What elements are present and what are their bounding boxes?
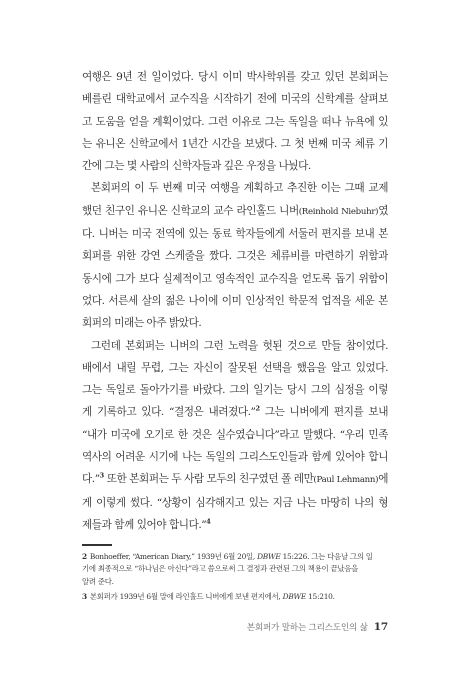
text-line: 역사의 어려운 시기에 나는 독일의 그리스도인들과 함께 있어야 합니	[82, 451, 388, 464]
footnote-number: 2	[82, 552, 87, 561]
text-line: 고 도움을 얻을 계획이었다. 그런 이유로 그는 독일을 떠나 뉴욕에 있	[82, 115, 388, 128]
text-span: 15:210.	[306, 592, 335, 602]
paragraph-3	[82, 335, 388, 537]
text-span: DBWE	[282, 592, 306, 602]
text-span: 제들과 함께 있어야 합니다.”	[82, 518, 207, 531]
text-line	[82, 514, 388, 536]
footnote-ref[interactable]: 3	[99, 471, 104, 480]
text-span: 그는 니버에게 편지를 보내	[259, 406, 388, 419]
text-line: 그는 독일로 돌아가기를 바랐다. 그의 일기는 당시 그의 심정을 이렇	[82, 384, 388, 397]
text-line: 회퍼를 위한 강연 스케줄을 짰다. 그것은 체류비를 마련하기 위함과	[82, 250, 388, 263]
text-line	[82, 468, 388, 491]
text-line: 동시에 그가 보다 실제적이고 영속적인 교수직을 얻도록 돕기 위함이	[82, 272, 388, 285]
paragraph-1	[82, 66, 388, 177]
text-span: 또한 본회퍼는 두 사람 모두의 친구였던 폴 레만	[103, 473, 314, 486]
text-line: 었다. 서른세 살의 젊은 나이에 이미 인상적인 학문적 업적을 세운 본	[82, 294, 388, 307]
body-text	[82, 66, 388, 536]
footnote-2	[82, 551, 388, 588]
text-span: DBWE	[257, 552, 281, 561]
text-line: 본회퍼의 이 두 번째 미국 여행을 계획하고 추진한 이는 그때 교제	[91, 182, 388, 195]
footnote-ref[interactable]: 2	[255, 404, 260, 413]
text-line: 여행은 9년 전 일이었다. 당시 이미 박사학위를 갖고 있던 본회퍼는	[82, 71, 388, 83]
text-line: 배에서 내릴 무렵, 그는 자신이 잘못된 선택을 했음을 알고 있었다.	[82, 361, 388, 374]
text-span: 였	[378, 204, 388, 217]
text-line	[82, 401, 388, 423]
text-line: 베를린 대학교에서 교수직을 시작하기 전에 미국의 신학계를 살펴보	[82, 93, 388, 106]
english-name: (Paul Lehmann)	[313, 475, 379, 486]
text-span: Bonhoeffer, “American Diary,” 1939년 6월 20일,	[89, 552, 258, 561]
text-span: 했던 친구인 유니온 신학교의 교수 라인홀드 니버	[82, 204, 299, 217]
text-span: 다.”	[82, 473, 100, 486]
footnote-line	[82, 591, 388, 603]
footnote-line: 기에 최종적으로 “하나님은 아신다”라고 씀으로써 그 결정과 관련된 그의 책용이 끝났음을	[82, 564, 359, 574]
text-line: 그런데 본회퍼는 니버의 그런 노력을 헛된 것으로 만들 참이었다.	[91, 339, 388, 352]
paragraph-2	[82, 177, 388, 334]
footnote-line: 알려 준다.	[82, 576, 114, 586]
text-line	[82, 200, 388, 223]
footnote-ref[interactable]: 4	[206, 517, 211, 526]
english-name: (Reinhold Niebuhr)	[298, 206, 379, 217]
text-line: 회퍼의 미래는 아주 밝았다.	[82, 317, 202, 330]
text-line: 게 이렇게 썼다. “상황이 심각해지고 있는 지금 나는 마땅히 나의 형	[82, 496, 388, 509]
footnote-number: 3	[82, 592, 87, 602]
text-line: 는 유니온 신학교에서 1년간 시간을 보냈다. 그 첫 번째 미국 체류 기	[82, 137, 388, 150]
text-span: 15:226. 그는 다음날 그의 일	[280, 552, 373, 561]
footnotes	[82, 551, 388, 607]
text-line: 다. 니버는 미국 전역에 있는 동료 학자들에게 서둘러 편지를 보내 본	[82, 228, 388, 241]
page-number: 17	[373, 621, 388, 633]
text-line: 간에 그는 몇 사람의 신학자들과 깊은 우정을 나눴다.	[82, 160, 311, 173]
text-line: “내가 미국에 오기로 한 것은 실수였습니다”라고 말했다. “우리 민족	[82, 428, 388, 441]
text-span: 본회퍼가 1939년 6월 말에 라인홀드 니버에게 보낸 편지에서,	[89, 592, 283, 602]
running-title: 본회퍼가 말하는 그리스도인의 삶	[246, 623, 368, 633]
footnote-3	[82, 591, 388, 603]
footnote-line	[82, 551, 388, 563]
text-span: 에	[378, 473, 388, 486]
page-footer	[247, 621, 388, 633]
text-span: 게 기록하고 있다. “결정은 내려졌다.”	[82, 406, 256, 419]
footnote-divider	[82, 544, 112, 546]
